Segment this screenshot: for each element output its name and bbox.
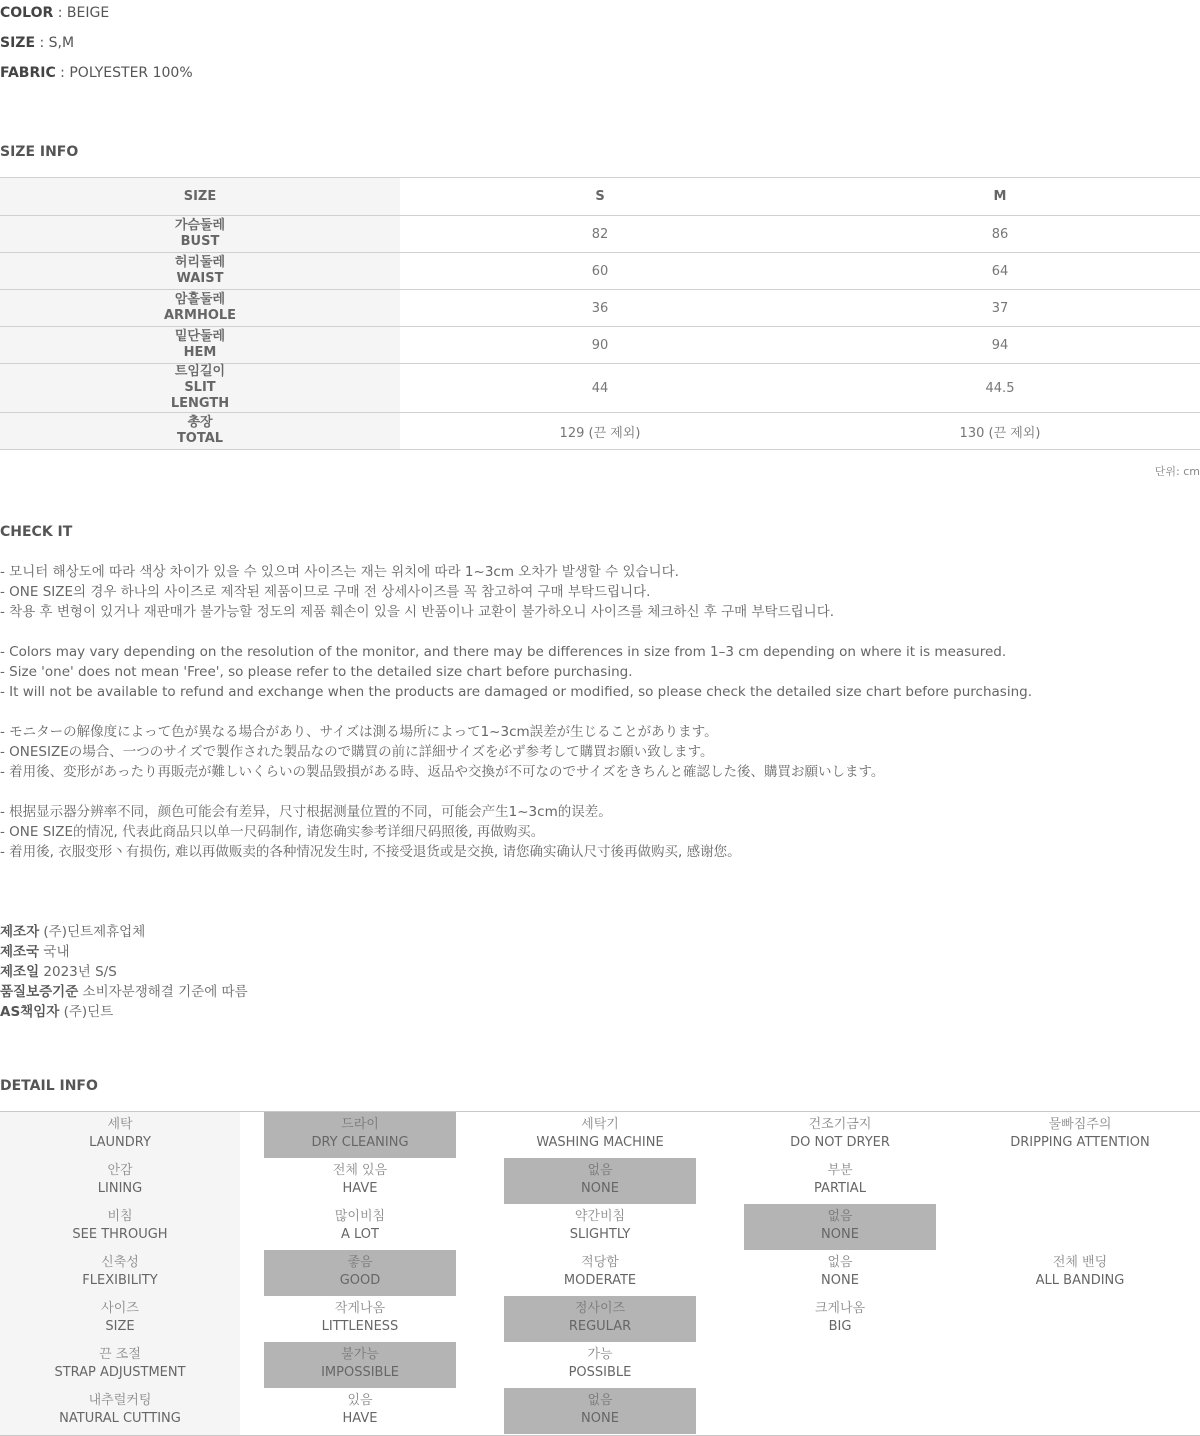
detail-option [264,1158,456,1204]
size-table-header: SIZE [0,178,400,216]
detail-option-ko: 건조기금지 [808,1117,872,1132]
measure-label-en: SLIT [184,380,216,395]
maker-value: (주)딘트제휴업체 [39,924,146,940]
detail-row-label [0,1250,240,1296]
measure-label-en: TOTAL [176,431,224,446]
spec-color [0,4,109,22]
measure-label [0,327,400,364]
maker-key: AS책임자 [0,1004,60,1020]
detail-option-selected [744,1204,936,1250]
detail-option-en: MODERATE [563,1273,637,1288]
detail-option-en: DRIPPING ATTENTION [1010,1135,1150,1150]
detail-option-en: SLIGHTLY [569,1227,631,1242]
size-table-header: M [800,178,1200,216]
detail-option-selected [504,1388,696,1434]
detail-label-en: NATURAL CUTTING [59,1411,181,1426]
maker-date [0,962,117,982]
detail-option [744,1112,936,1158]
detail-option [264,1296,456,1342]
detail-option-selected [264,1342,456,1388]
detail-option-ko: 물빠짐주의 [1048,1117,1112,1132]
detail-option-en: PARTIAL [814,1181,866,1196]
detail-option [264,1388,456,1434]
maker-as [0,1002,113,1022]
detail-option [504,1204,696,1250]
detail-option [984,1112,1176,1158]
detail-option-ko: 정사이즈 [574,1301,626,1316]
detail-option-en: HAVE [342,1181,378,1196]
check-it-title: CHECK IT [0,524,73,540]
detail-option-ko: 없음 [587,1163,613,1178]
detail-info-title: DETAIL INFO [0,1078,98,1094]
detail-label-en: STRAP ADJUSTMENT [54,1365,186,1380]
maker-value: 소비자분쟁해결 기준에 따름 [78,984,248,1000]
detail-option-en: NONE [581,1411,619,1426]
detail-label-ko: 안감 [107,1163,133,1178]
detail-option-en: ALL BANDING [1035,1273,1125,1288]
measure-label-en2: LENGTH [170,396,230,411]
spec-fabric [0,64,193,82]
size-m-value: 94 [800,327,1200,364]
size-table [0,177,1200,450]
detail-option-ko: 가능 [587,1347,613,1362]
detail-option-ko: 없음 [827,1209,853,1224]
detail-option-ko: 없음 [827,1255,853,1270]
table-row [0,364,1200,413]
size-s-value: 82 [400,216,800,253]
measure-label-ko: 밑단둘레 [174,329,226,344]
maker-country [0,942,70,962]
size-m-value: 86 [800,216,1200,253]
maker-value: 2023년 S/S [39,964,117,980]
size-m-value: 44.5 [800,364,1200,413]
spec-value: : S,M [35,35,75,51]
check-it-english: - Colors may vary depending on the resolution of the monitor, and there may be differences in size from 1–3 cm depending on where it is measured. - Size 'one' does not mean 'Free', so please refer to the detailed size chart before purchasing. - It will not be available to refund and exchange when the products are damaged or modified, so please check the detailed size chart before purchasing. [0,644,1032,700]
detail-grid [0,1111,1200,1436]
spec-key: COLOR [0,5,54,21]
detail-option [264,1204,456,1250]
detail-option [504,1250,696,1296]
maker-value: 국내 [39,944,70,960]
detail-label-en: SEE THROUGH [72,1227,168,1242]
detail-label-en: FLEXIBILITY [82,1273,158,1288]
measure-label [0,290,400,327]
size-m-value: 37 [800,290,1200,327]
detail-option-ko: 부분 [827,1163,853,1178]
spec-value: : BEIGE [53,5,110,21]
detail-option-en: HAVE [342,1411,378,1426]
detail-label-ko: 내추럴커팅 [88,1393,152,1408]
detail-option-ko: 전체 있음 [332,1163,388,1178]
measure-label-en: BUST [180,234,220,249]
detail-option [504,1112,696,1158]
detail-option-en: A LOT [341,1227,379,1242]
detail-option-ko: 전체 밴딩 [1052,1255,1108,1270]
detail-row-label [0,1296,240,1342]
size-s-value: 36 [400,290,800,327]
size-s-value: 90 [400,327,800,364]
detail-option-selected [504,1158,696,1204]
size-table-header: S [400,178,800,216]
table-row [0,413,1200,450]
size-s-value: 44 [400,364,800,413]
detail-option-en: BIG [828,1319,852,1334]
check-it-chinese: - 根据显示器分辨率不同，颜色可能会有差异，尺寸根据测量位置的不同，可能会产生1~3cm的误差。 - ONE SIZE的情况, 代表此商品只以单一尺码制作, 请您确实参考详细尺码照後, 再做购买。 - 着用後, 衣服变形丶有损伤, 难以再做贩卖的各种情况发生时, 不接受退货或是交换, 请您确实确认尺寸後再做购买, 感谢您。 [0,804,741,860]
detail-option [504,1342,696,1388]
measure-label-ko: 트임길이 [174,364,226,379]
detail-option-en: GOOD [339,1273,381,1288]
detail-option-en: NONE [821,1273,859,1288]
detail-label-en: SIZE [105,1319,135,1334]
detail-option-ko: 적당함 [581,1255,619,1270]
detail-option-en: POSSIBLE [568,1365,632,1380]
detail-option-selected [264,1112,456,1158]
detail-row-label [0,1342,240,1388]
measure-label [0,253,400,290]
detail-row-label [0,1158,240,1204]
maker-key: 제조자 [0,924,40,940]
detail-option-ko: 드라이 [341,1117,379,1132]
size-info-title: SIZE INFO [0,144,79,160]
detail-option-ko: 있음 [347,1393,373,1408]
detail-option [744,1296,936,1342]
detail-option-ko: 불가능 [341,1347,379,1362]
measure-label-ko: 허리둘레 [174,255,226,270]
spec-key: FABRIC [0,65,56,81]
table-row [0,327,1200,364]
detail-option-en: DRY CLEANING [311,1135,409,1150]
table-row [0,253,1200,290]
measure-label-en: ARMHOLE [163,308,237,323]
detail-option-en: WASHING MACHINE [536,1135,664,1150]
detail-option-ko: 없음 [587,1393,613,1408]
maker-value: (주)딘트 [59,1004,114,1020]
detail-label-ko: 세탁 [107,1117,133,1132]
maker-key: 제조일 [0,964,40,980]
spec-key: SIZE [0,35,36,51]
detail-option-ko: 약간비침 [574,1209,626,1224]
detail-label-en: LINING [97,1181,143,1196]
detail-label-ko: 비침 [107,1209,133,1224]
measure-label-ko: 암홀둘레 [174,292,226,307]
detail-option-selected [264,1250,456,1296]
maker-manufacturer [0,922,145,942]
detail-label-en: LAUNDRY [89,1135,151,1150]
size-m-value: 64 [800,253,1200,290]
table-row [0,290,1200,327]
maker-key: 품질보증기준 [0,984,79,1000]
measure-label [0,364,400,413]
detail-label-ko: 사이즈 [101,1301,139,1316]
detail-option-selected [504,1296,696,1342]
detail-option-ko: 세탁기 [581,1117,619,1132]
measure-label-ko: 총장 [187,415,213,430]
measure-label [0,216,400,253]
unit-note: 단위: cm [1154,465,1200,478]
size-s-value: 60 [400,253,800,290]
table-row [0,216,1200,253]
check-it-japanese: - モニターの解像度によって色が異なる場合があり、サイズは測る場所によって1~3cm誤差が生じることがあります。 - ONESIZEの場合、一つのサイズで製作された製品なので購買の前に詳細サイズを必ず参考して購買お願い致します。 - 着用後、変形があったり再販売が難しいくらいの製品毀損がある時、返品や交換が不可なのでサイズをきちんと確認した後、購買お願いします。 [0,724,885,780]
measure-label-en: HEM [183,345,217,360]
detail-option-en: NONE [821,1227,859,1242]
detail-row-label [0,1204,240,1250]
size-m-value: 130 (끈 제외) [800,413,1200,450]
detail-option-ko: 좋음 [347,1255,373,1270]
detail-row-label [0,1112,240,1158]
detail-option-en: NONE [581,1181,619,1196]
measure-label-en: WAIST [176,271,224,286]
detail-row-label [0,1388,240,1434]
spec-value: : POLYESTER 100% [55,65,193,81]
detail-label-ko: 끈 조절 [99,1347,141,1362]
detail-option-en: LITTLENESS [321,1319,399,1334]
size-table-header-row [0,178,1200,216]
detail-option-en: DO NOT DRYER [790,1135,890,1150]
detail-option-en: IMPOSSIBLE [321,1365,399,1380]
detail-option-ko: 많이비침 [334,1209,386,1224]
detail-option [744,1158,936,1204]
detail-label-ko: 신축성 [101,1255,139,1270]
size-s-value: 129 (끈 제외) [400,413,800,450]
detail-option-ko: 작게나옴 [334,1301,386,1316]
measure-label [0,413,400,450]
detail-option [744,1250,936,1296]
detail-option-en: REGULAR [568,1319,632,1334]
maker-key: 제조국 [0,944,40,960]
detail-option [984,1250,1176,1296]
measure-label-ko: 가슴둘레 [174,218,226,233]
maker-quality [0,982,248,1002]
detail-option-ko: 크게나옴 [814,1301,866,1316]
spec-size [0,34,74,52]
check-it-korean: - 모니터 해상도에 따라 색상 차이가 있을 수 있으며 사이즈는 재는 위치에 따라 1~3cm 오차가 발생할 수 있습니다. - ONE SIZE의 경우 하나의 사이즈로 제작된 제품이므로 구매 전 상세사이즈를 꼭 참고하여 구매 부탁드립니다. - 착용 후 변형이 있거나 재판매가 불가능할 정도의 제품 훼손이 있을 시 반품이나 교환이 불가하오니 사이즈를 체크하신 후 구매 부탁드립니다. [0,564,835,620]
